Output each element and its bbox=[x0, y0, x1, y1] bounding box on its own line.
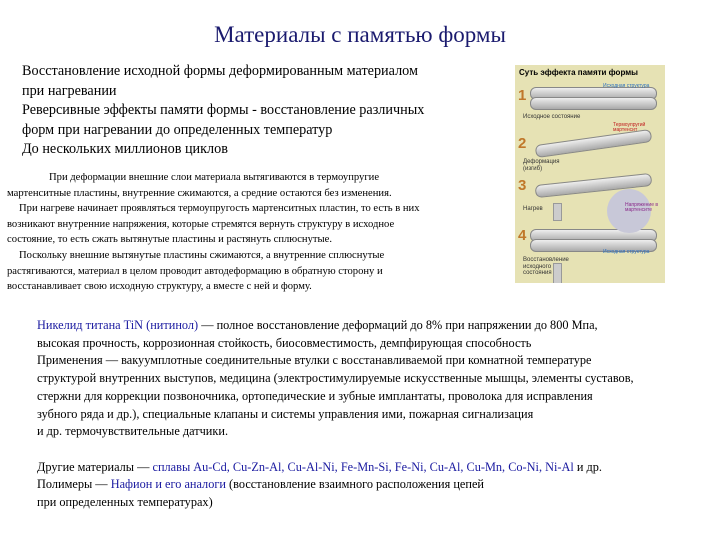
para-line: состояние, то есть сжать вытянутые пластины и растянуть сплюснутые. bbox=[7, 234, 332, 246]
other-suffix: и др. bbox=[573, 459, 603, 474]
figure-label: Нагрев bbox=[523, 206, 543, 212]
candle-icon bbox=[553, 263, 562, 283]
figure-tag: Исходная структура bbox=[603, 83, 650, 89]
step-number: 2 bbox=[518, 135, 527, 152]
figure-label: Восстановление исходного состояния bbox=[523, 257, 569, 276]
figure-tag: Исходная структура bbox=[603, 249, 650, 255]
rod-icon bbox=[530, 97, 657, 110]
page-title: Материалы с памятью формы bbox=[214, 22, 506, 47]
bullet-line: Реверсивные эффекты памяти формы - восстановление различных bbox=[22, 102, 425, 118]
para-line: растягиваются, материал в целом проводит автодеформацию в обратную сторону и bbox=[7, 265, 383, 277]
other-prefix: Другие материалы — bbox=[37, 459, 153, 474]
candle-icon bbox=[553, 203, 562, 221]
para-line: мартенситные пластины, внутренние сжимаются, а средние остаются без изменения. bbox=[7, 187, 392, 199]
text-line: и др. термочувствительные датчики. bbox=[37, 424, 229, 439]
bullet-line: форм при нагревании до определенных температур bbox=[22, 121, 333, 138]
step-number: 4 bbox=[518, 227, 527, 244]
text-line: высокая прочность, коррозионная стойкость, биосовместимость, демпфирующая способность bbox=[37, 335, 532, 350]
rod-icon bbox=[535, 129, 653, 158]
step-number: 3 bbox=[518, 177, 527, 194]
materials-section bbox=[37, 317, 720, 512]
bullet-line: До нескольких миллионов циклов bbox=[22, 141, 228, 157]
para-line: возникают внутренние напряжения, которые стремятся вернуть структуру в исходное bbox=[7, 218, 395, 230]
step-number: 1 bbox=[518, 87, 527, 104]
figure-tag: Термоупругий мартенсит bbox=[613, 122, 646, 133]
figure-label: Деформация (изгиб) bbox=[523, 159, 560, 172]
figure-tag: Напряжение в мартенсите bbox=[625, 202, 659, 213]
alloys-link[interactable]: сплавы Au-Cd, Cu-Zn-Al, Cu-Al-Ni, Fe-Mn-Si, Fe-Ni, Cu-Al, Cu-Mn, Co-Ni, Ni-Al bbox=[152, 459, 574, 474]
nafion-link[interactable]: Нафион и его аналоги bbox=[110, 477, 226, 492]
para-line: При нагреве начинает проявляться термоупругость мартенситных пластин, то есть в них bbox=[19, 203, 420, 215]
shape-memory-figure bbox=[515, 65, 665, 283]
para-line: При деформации внешние слои материала вытягиваются в термоупругие bbox=[49, 172, 380, 183]
explanation-paragraph bbox=[7, 170, 477, 295]
text-line: при определенных температурах) bbox=[37, 495, 213, 510]
bullet-line: при нагревании bbox=[22, 82, 117, 99]
text-line: структурой внутренних выступов, медицина (электростимулируемые искусственные мышцы, элементы суставов, bbox=[37, 371, 634, 386]
figure-title: Суть эффекта памяти формы bbox=[519, 68, 638, 77]
figure-label: Исходное состояние bbox=[523, 114, 581, 120]
text-line: стержни для коррекции позвоночника, ортопедические и зубные имплантаты, проволока для исправления bbox=[37, 388, 593, 403]
bullet-line: Восстановление исходной формы деформированным материалом bbox=[22, 63, 418, 79]
nitinol-text: — полное восстановление деформаций до 8% при напряжении до 800 Мпа, bbox=[198, 318, 598, 332]
para-line: Поскольку внешние вытянутые пластины сжимаются, а внутренние сплюснутые bbox=[19, 249, 385, 261]
para-line: восстанавливает свою исходную структуру, а вместе с ней и форму. bbox=[7, 281, 312, 293]
text-line: зубного ряда и др.), специальные клапаны и системы управления ими, пожарная сигнализация bbox=[37, 406, 534, 421]
text-line: Применения — вакуумплотные соединительные втулки с восстанавливаемой при комнатной температуре bbox=[37, 353, 592, 368]
polymers-suffix: (восстановление взаимного расположения цепей bbox=[225, 477, 484, 492]
nitinol-link[interactable]: Никелид титана TiN (нитинол) bbox=[37, 318, 199, 332]
polymers-prefix: Полимеры — bbox=[37, 477, 111, 492]
bullet-list bbox=[22, 62, 492, 160]
